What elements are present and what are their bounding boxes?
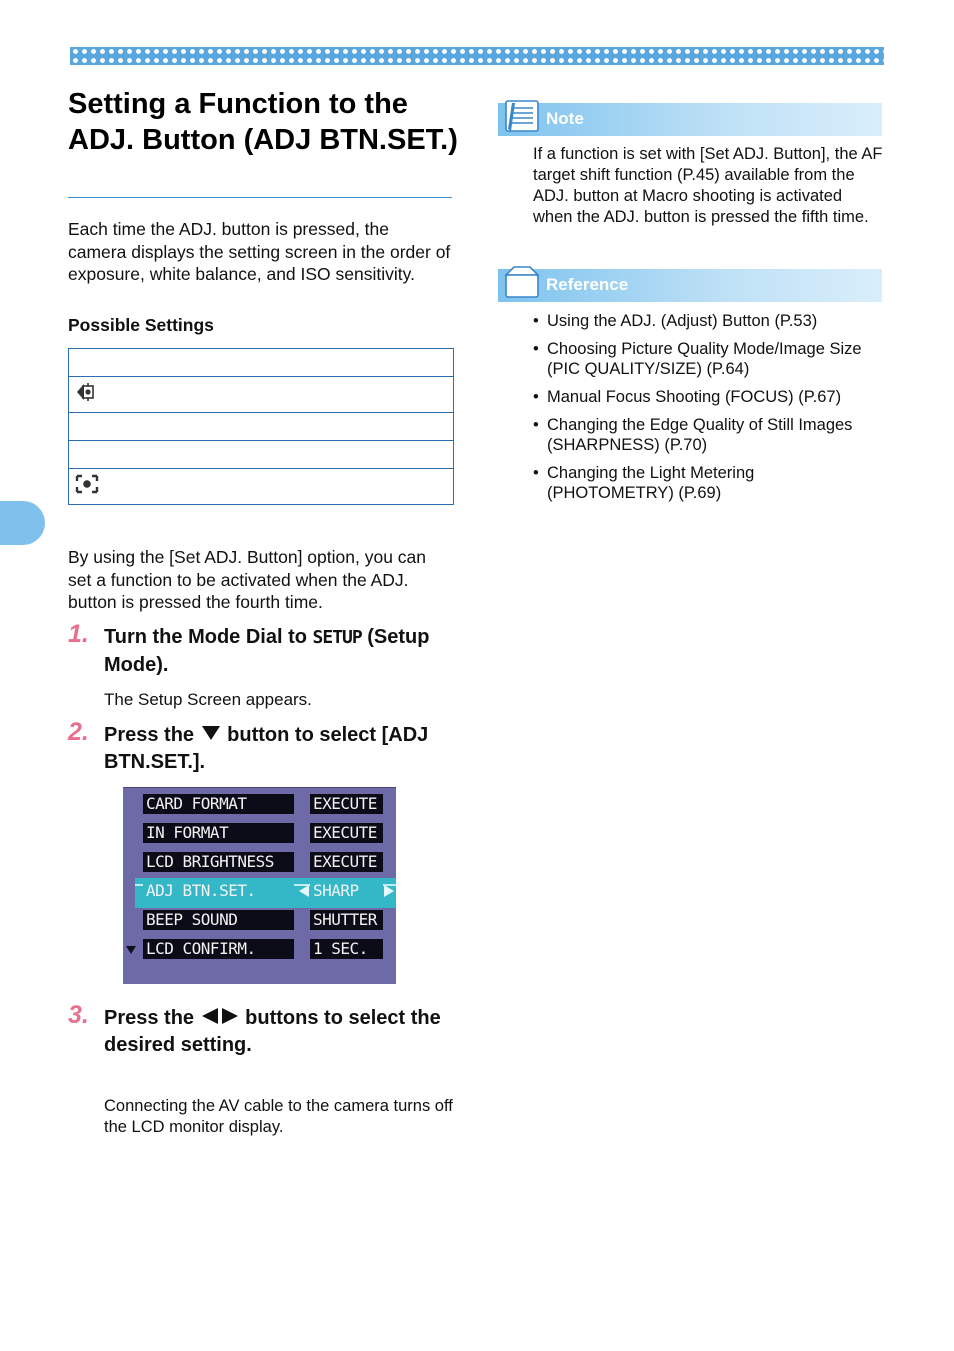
- photometry-icon: [75, 474, 99, 494]
- table-row: [69, 441, 454, 469]
- step-3-text-a: Press the: [104, 1007, 200, 1029]
- possible-settings-heading: Possible Settings: [68, 315, 214, 335]
- lcd-menu-value: SHUTTER: [310, 910, 383, 930]
- intro-paragraph: Each time the ADJ. button is pressed, the camera displays the setting screen in the order of exposure, white balance, and ISO sensitivity.: [68, 219, 451, 284]
- step-3-text-b: buttons to select the desired setting.: [104, 1007, 441, 1056]
- note-pad-icon: [502, 99, 542, 135]
- camera-lcd-setup-screen: [123, 787, 396, 984]
- page-title: Setting a Function to the ADJ. Button (ADJ BTN.SET.): [68, 88, 458, 156]
- lcd-menu-value: EXECUTE: [310, 823, 383, 843]
- list-item: • Manual Focus Shooting (FOCUS) (P.67): [533, 387, 883, 407]
- lcd-menu-value: SHARP: [310, 881, 383, 901]
- step-1-detail: The Setup Screen appears.: [104, 690, 312, 709]
- table-row: [69, 469, 454, 505]
- list-item: • Using the ADJ. (Adjust) Button (P.53): [533, 311, 883, 331]
- reference-label: Reference: [546, 275, 629, 294]
- title-underline: [68, 197, 452, 198]
- reference-list: [533, 311, 883, 511]
- step-1-instruction: [104, 624, 454, 678]
- set-adj-paragraph: By using the [Set ADJ. Button] option, you can set a function to be activated when the ADJ. button is pressed the fourth time.: [68, 547, 426, 612]
- table-cell: [69, 377, 454, 413]
- table-cell: [69, 349, 454, 377]
- table-cell: [69, 413, 454, 441]
- table-row: [69, 413, 454, 441]
- reference-folder-icon: [502, 263, 542, 301]
- lcd-menu-label: BEEP SOUND: [143, 910, 294, 930]
- lcd-menu-label: CARD FORMAT: [143, 794, 294, 814]
- step-2-number: 2.: [68, 718, 89, 746]
- header-dot-band: [70, 47, 884, 65]
- reference-header: [498, 269, 882, 302]
- note-label: Note: [546, 109, 584, 128]
- table-row: [69, 377, 454, 413]
- list-item: • Changing the Light Metering (PHOTOMETRY) (P.69): [533, 463, 883, 503]
- step-1-text-a: Turn the Mode Dial to: [104, 626, 313, 648]
- list-item: • Choosing Picture Quality Mode/Image Size (PIC QUALITY/SIZE) (P.64): [533, 339, 883, 379]
- step-2-text-a: Press the: [104, 724, 200, 746]
- lcd-menu-label: LCD CONFIRM.: [143, 939, 294, 959]
- chapter-side-tab: [0, 501, 45, 545]
- lcd-menu-label: ADJ BTN.SET.: [143, 881, 294, 901]
- note-text: If a function is set with [Set ADJ. Button], the AF target shift function (P.45) available from the ADJ. button at Macro shooting is activated when the ADJ. button is pressed the fifth time.: [533, 145, 883, 226]
- lcd-menu-label: IN FORMAT: [143, 823, 294, 843]
- possible-settings-table: [68, 348, 454, 505]
- lcd-menu-label: LCD BRIGHTNESS: [143, 852, 294, 872]
- setup-mode-label: SETUP: [312, 627, 362, 648]
- table-row: [69, 349, 454, 377]
- left-right-arrows-icon: [200, 1007, 240, 1025]
- step-2-instruction: [104, 722, 454, 775]
- list-item: • Changing the Edge Quality of Still Images (SHARPNESS) (P.70): [533, 415, 883, 455]
- lcd-menu-value: EXECUTE: [310, 794, 383, 814]
- step-3-instruction: [104, 1005, 454, 1058]
- note-header: [498, 103, 882, 136]
- step-2-text-b: button to select [ADJ BTN.SET.].: [104, 724, 429, 773]
- step-1-number: 1.: [68, 620, 89, 648]
- table-cell: [69, 469, 454, 505]
- lcd-menu-value: EXECUTE: [310, 852, 383, 872]
- lcd-left-arrow-icon: [298, 885, 310, 897]
- lcd-menu-value: 1 SEC.: [310, 939, 383, 959]
- table-cell: [69, 441, 454, 469]
- lcd-right-arrow-icon: [383, 885, 395, 897]
- step-3-number: 3.: [68, 1001, 89, 1029]
- down-arrow-icon: [200, 724, 222, 742]
- step-1-text-b: (Setup Mode).: [104, 626, 430, 676]
- focus-icon: [75, 381, 99, 403]
- av-cable-note: Connecting the AV cable to the camera turns off the LCD monitor display.: [104, 1097, 453, 1136]
- lcd-scroll-down-icon: [126, 946, 136, 954]
